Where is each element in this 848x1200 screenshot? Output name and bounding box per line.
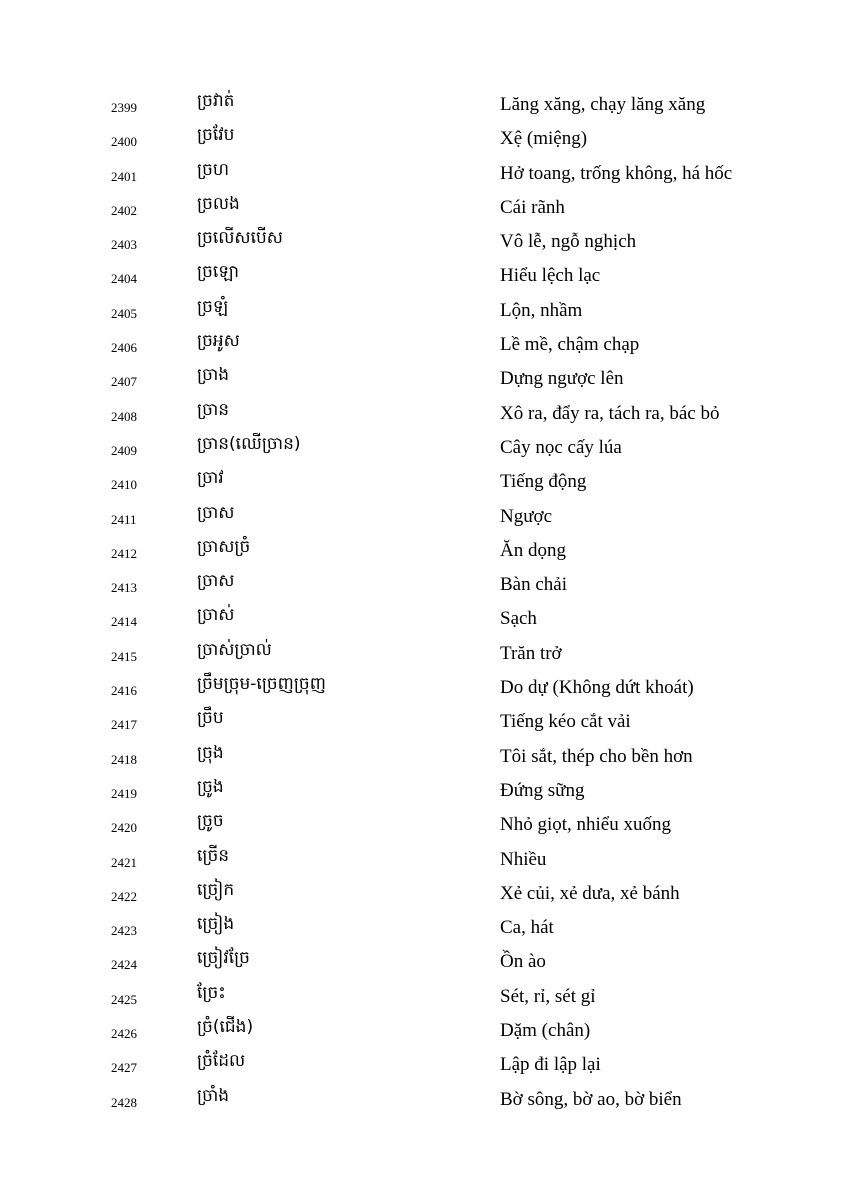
- entry-number: 2417: [111, 717, 137, 733]
- khmer-term: ច្រាសច្រំ: [197, 536, 251, 557]
- dictionary-entry: [0, 122, 848, 156]
- khmer-term: ច្រែះ: [197, 982, 226, 1003]
- entry-number: 2421: [111, 854, 137, 870]
- khmer-term: ច្រឹមច្រុម-ច្រេញច្រុញ: [197, 674, 326, 695]
- dictionary-entry: [0, 157, 848, 191]
- dictionary-entry: [0, 362, 848, 396]
- vietnamese-definition: Bờ sông, bờ ao, bờ biển: [500, 1088, 682, 1110]
- entry-number: 2411: [111, 511, 137, 527]
- dictionary-entry: [0, 191, 848, 225]
- vietnamese-definition: Vô lễ, ngỗ nghịch: [500, 231, 637, 253]
- entry-number: 2415: [111, 648, 137, 664]
- khmer-term: ច្រលើសបើស: [197, 228, 283, 249]
- dictionary-entry: [0, 431, 848, 465]
- entry-number: 2423: [111, 923, 137, 939]
- khmer-term: ច្រឡោ: [197, 262, 240, 283]
- vietnamese-definition: Do dự (Không dứt khoát): [500, 677, 694, 699]
- entry-number: 2426: [111, 1026, 137, 1042]
- dictionary-entry: [0, 808, 848, 842]
- dictionary-entry: [0, 500, 848, 534]
- entry-number: 2427: [111, 1060, 137, 1076]
- vietnamese-definition: Ăn dọng: [500, 539, 566, 561]
- khmer-term: ច្រំដែល: [197, 1051, 246, 1072]
- khmer-term: ច្រៀក: [197, 879, 235, 900]
- khmer-term: ច្រូច: [197, 811, 224, 832]
- entry-number: 2422: [111, 888, 137, 904]
- vietnamese-definition: Lăng xăng, chạy lăng xăng: [500, 94, 706, 115]
- dictionary-entry: [0, 1083, 848, 1117]
- dictionary-entry: [0, 945, 848, 979]
- khmer-term: ច្រឡំ: [197, 296, 229, 317]
- vietnamese-definition: Lập đi lập lại: [500, 1054, 601, 1076]
- khmer-term: ច្រៀវច្រែ: [197, 948, 250, 969]
- dictionary-entry: [0, 843, 848, 877]
- entry-number: 2400: [111, 134, 137, 150]
- vietnamese-definition: Dựng ngược lên: [500, 368, 624, 390]
- vietnamese-definition: Nhỏ giọt, nhiểu xuống: [500, 814, 671, 836]
- khmer-term: ច្រាស់ច្រាល់: [197, 639, 272, 660]
- dictionary-entry: [0, 88, 848, 122]
- entry-number: 2428: [111, 1094, 137, 1110]
- khmer-term: ច្រៀង: [197, 914, 235, 935]
- khmer-term: ច្រាស: [197, 502, 235, 523]
- vietnamese-definition: Hở toang, trống không, há hốc: [500, 162, 733, 184]
- vietnamese-definition: Đứng sững: [500, 779, 585, 801]
- entry-number: 2410: [111, 477, 137, 493]
- vietnamese-definition: Cái rãnh: [500, 196, 565, 218]
- vietnamese-definition: Ca, hát: [500, 917, 554, 939]
- entry-number: 2420: [111, 820, 137, 836]
- khmer-term: ច្រាំង: [197, 1085, 230, 1106]
- khmer-term: ច្រាស់: [197, 605, 235, 626]
- khmer-term: ច្រាង: [197, 365, 230, 386]
- vietnamese-definition: Cây nọc cấy lúa: [500, 436, 622, 458]
- dictionary-entry-list: [0, 88, 848, 1117]
- khmer-term: ច្រាស: [197, 571, 235, 592]
- entry-number: 2414: [111, 614, 137, 630]
- entry-number: 2405: [111, 305, 137, 321]
- entry-number: 2407: [111, 374, 137, 390]
- dictionary-entry: [0, 774, 848, 808]
- entry-number: 2409: [111, 442, 137, 458]
- khmer-term: ច្រាន(ឈើច្រាន): [197, 433, 301, 454]
- vietnamese-definition: Tôi sắt, thép cho bền hơn: [500, 745, 693, 767]
- entry-number: 2419: [111, 785, 137, 801]
- khmer-term: ច្រាន: [197, 399, 230, 420]
- entry-number: 2406: [111, 340, 137, 356]
- entry-number: 2402: [111, 202, 137, 218]
- dictionary-entry: [0, 602, 848, 636]
- khmer-term: ច្រាវ: [197, 468, 224, 489]
- entry-number: 2412: [111, 545, 137, 561]
- vietnamese-definition: Lề mề, chậm chạp: [500, 334, 640, 356]
- vietnamese-definition: Tiếng động: [500, 471, 587, 493]
- dictionary-entry: [0, 225, 848, 259]
- entry-number: 2418: [111, 751, 137, 767]
- dictionary-entry: [0, 671, 848, 705]
- entry-number: 2404: [111, 271, 137, 287]
- dictionary-entry: [0, 705, 848, 739]
- khmer-term: ច្រហ: [197, 159, 230, 180]
- vietnamese-definition: Dặm (chân): [500, 1020, 591, 1042]
- dictionary-entry: [0, 1014, 848, 1048]
- vietnamese-definition: Tiếng kéo cắt vải: [500, 711, 631, 733]
- entry-number: 2424: [111, 957, 137, 973]
- vietnamese-definition: Ồn ào: [500, 951, 546, 973]
- vietnamese-definition: Hiểu lệch lạc: [500, 265, 601, 287]
- entry-number: 2401: [111, 168, 137, 184]
- vietnamese-definition: Sét, rỉ, sét gỉ: [500, 985, 596, 1007]
- vietnamese-definition: Nhiều: [500, 848, 547, 870]
- dictionary-entry: [0, 534, 848, 568]
- khmer-term: ច្រលង: [197, 193, 240, 214]
- vietnamese-definition: Xệ (miệng): [500, 128, 588, 150]
- entry-number: 2399: [111, 100, 137, 115]
- khmer-term: ច្រវែប: [197, 125, 235, 146]
- vietnamese-definition: Xẻ củi, xẻ dưa, xẻ bánh: [500, 882, 680, 904]
- khmer-term: ច្រអូស: [197, 331, 240, 352]
- vietnamese-definition: Xô ra, đẩy ra, tách ra, bác bỏ: [500, 402, 720, 424]
- vietnamese-definition: Trăn trở: [500, 642, 562, 664]
- dictionary-entry: [0, 1048, 848, 1082]
- vietnamese-definition: Sạch: [500, 608, 537, 630]
- dictionary-entry: [0, 980, 848, 1014]
- khmer-term: ច្រុង: [197, 742, 224, 763]
- khmer-term: ច្រើន: [197, 845, 230, 866]
- dictionary-entry: [0, 465, 848, 499]
- entry-number: 2425: [111, 991, 137, 1007]
- khmer-term: ច្រំ(ជើង): [197, 1017, 254, 1038]
- dictionary-entry: [0, 294, 848, 328]
- vietnamese-definition: Lộn, nhầm: [500, 299, 583, 321]
- dictionary-entry: [0, 637, 848, 671]
- dictionary-entry: [0, 877, 848, 911]
- khmer-term: ច្រវាត់: [197, 91, 235, 111]
- vietnamese-definition: Bàn chải: [500, 574, 568, 596]
- dictionary-entry: [0, 328, 848, 362]
- entry-number: 2416: [111, 683, 137, 699]
- khmer-term: ច្រូង: [197, 776, 224, 797]
- entry-number: 2413: [111, 580, 137, 596]
- dictionary-entry: [0, 259, 848, 293]
- vietnamese-definition: Ngược: [500, 505, 552, 527]
- dictionary-entry: [0, 568, 848, 602]
- khmer-term: ច្រឹប: [197, 708, 224, 729]
- dictionary-entry: [0, 397, 848, 431]
- entry-number: 2408: [111, 408, 137, 424]
- dictionary-entry: [0, 740, 848, 774]
- entry-number: 2403: [111, 237, 137, 253]
- dictionary-entry: [0, 911, 848, 945]
